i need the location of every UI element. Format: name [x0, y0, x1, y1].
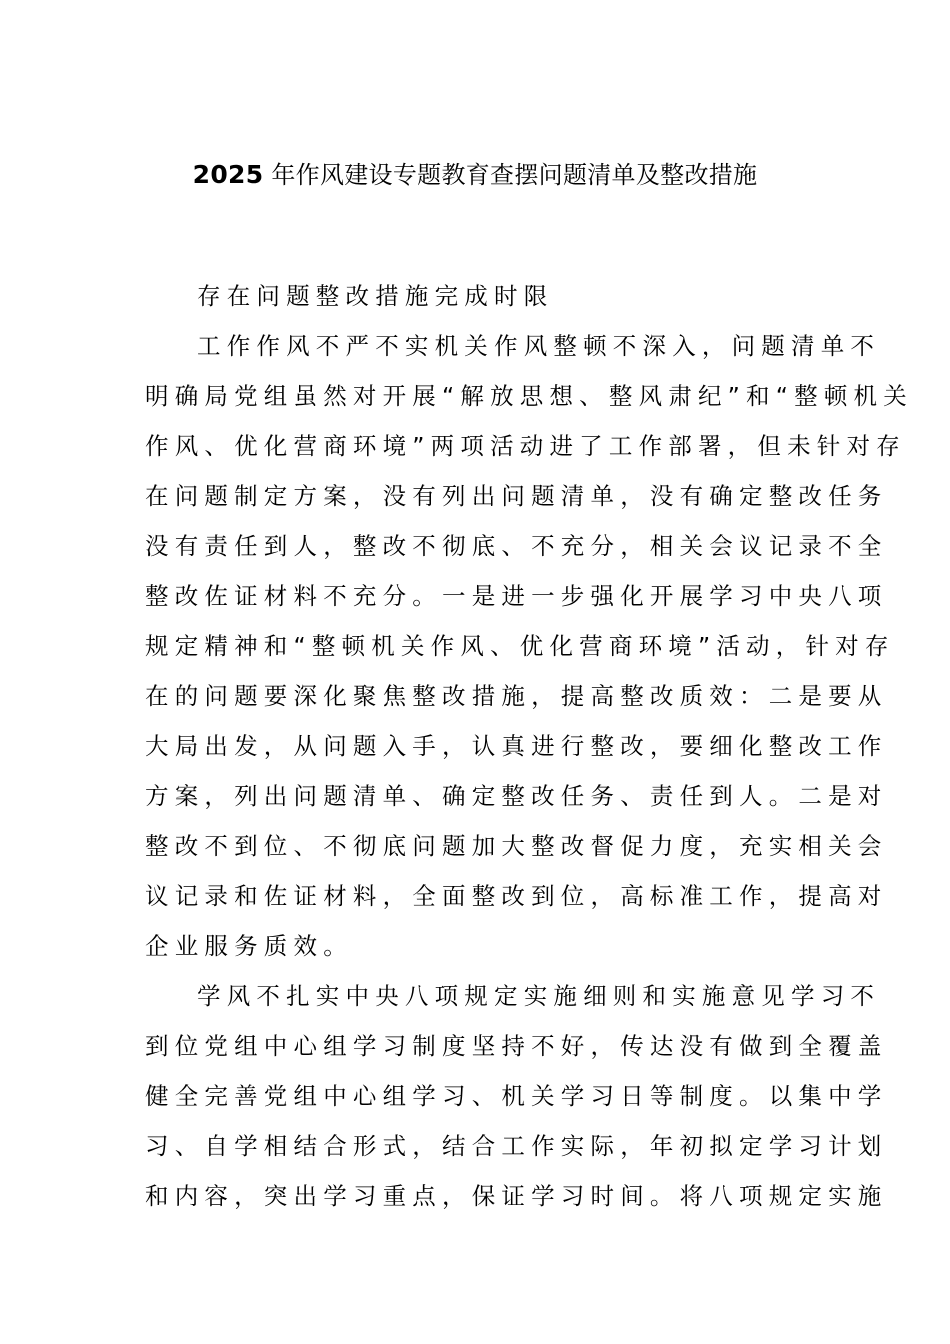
- document-body: [145, 278, 913, 1228]
- title-text: 年作风建设专题教育查摆问题清单及整改措施: [263, 161, 758, 189]
- paragraph-line: 健全完善党组中心组学习、机关学习日等制度。以集中学: [145, 1082, 888, 1110]
- paragraph-line: 在问题制定方案，没有列出问题清单，没有确定整改任务: [145, 482, 888, 510]
- title-year: 2025: [192, 160, 264, 189]
- paragraph-line: 工作作风不严不实机关作风整顿不深入，问题清单不: [197, 332, 881, 360]
- paragraph-line: 企业服务质效。: [145, 932, 353, 960]
- paragraph-line: 学风不扎实中央八项规定实施细则和实施意见学习不: [197, 982, 881, 1010]
- paragraph-line: 习、自学相结合形式，结合工作实际，年初拟定学习计划: [145, 1132, 888, 1160]
- paragraph-line: 整改不到位、不彻底问题加大整改督促力度，充实相关会: [145, 832, 888, 860]
- paragraph-line: 没有责任到人，整改不彻底、不充分，相关会议记录不全: [145, 532, 888, 560]
- paragraph-line: 作风、优化营商环境”两项活动进了工作部署，但未针对存: [145, 432, 906, 460]
- section-header-line: 存在问题整改措施完成时限: [197, 282, 554, 310]
- paragraph-line: 议记录和佐证材料，全面整改到位，高标准工作，提高对: [145, 882, 888, 910]
- paragraph-line: 大局出发，从问题入手，认真进行整改，要细化整改工作: [145, 732, 888, 760]
- paragraph-line: 方案，列出问题清单、确定整改任务、责任到人。二是对: [145, 782, 888, 810]
- paragraph-line: 明确局党组虽然对开展“解放思想、整风肃纪”和“整顿机关: [145, 382, 913, 410]
- paragraph-line: 到位党组中心组学习制度坚持不好，传达没有做到全覆盖: [145, 1032, 888, 1060]
- paragraph-line: 在的问题要深化聚焦整改措施，提高整改质效：二是要从: [145, 682, 888, 710]
- paragraph-line: 和内容，突出学习重点，保证学习时间。将八项规定实施: [145, 1182, 888, 1210]
- paragraph-line: 整改佐证材料不充分。一是进一步强化开展学习中央八项: [145, 582, 888, 610]
- document-title: [0, 158, 950, 192]
- paragraph-line: 规定精神和“整顿机关作风、优化营商环境”活动，针对存: [145, 632, 895, 660]
